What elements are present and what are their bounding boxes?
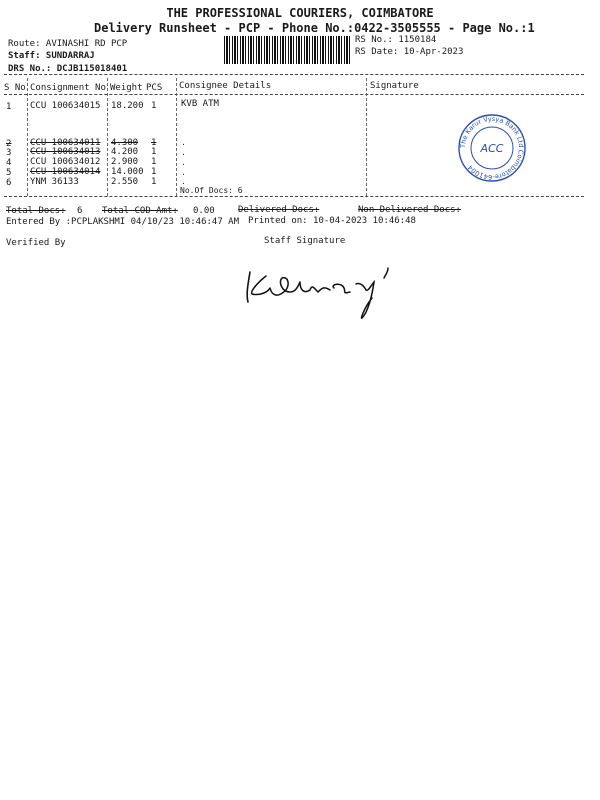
total-cod-label: Total COD Amt: [102,206,178,216]
printed-on: Printed on: 10-04-2023 10:46:48 [248,216,416,226]
row-3-weight: 4.200 [111,147,139,157]
row-5-pcs: 1 [151,167,157,177]
rs-date: RS Date: 10-Apr-2023 [355,47,464,57]
row-3-consignee: . [181,148,186,157]
col-sno: S No [4,83,26,93]
row-4-pcs: 1 [151,157,157,167]
row-2-consignment: CCU 100634011 [30,138,101,148]
bank-stamp [456,112,528,184]
row-4-weight: 2.900 [111,157,139,167]
barcode [224,36,350,64]
company-name: THE PROFESSIONAL COURIERS, COIMBATORE [166,6,434,20]
row-4-sno: 4 [6,158,12,168]
delivered-docs: Delivered Docs: [238,205,320,215]
divider-bottom [4,196,584,197]
rs-number: RS No.: 1150184 [355,35,437,45]
col-pcs: PCS [146,83,163,93]
row-6-sno: 6 [6,178,12,188]
col-sep-2 [107,78,108,196]
runsheet-title: Delivery Runsheet - PCP - Phone No.:0422-3505555 - Page No.:1 [94,21,535,35]
row-2-pcs: 1 [151,138,157,148]
handwritten-signature [238,262,408,324]
row-5-consignee: . [181,168,186,177]
row-5-sno: 5 [6,168,12,178]
col-signature: Signature [370,81,419,91]
total-docs-label: Total Docs: [6,206,66,216]
row-3-sno: 3 [6,148,12,158]
total-docs-value: 6 [77,206,83,216]
entered-by: Entered By :PCPLAKSHMI 04/10/23 10:46:47 AM [6,217,239,227]
col-sep-3 [176,78,177,196]
row-2-consignee: . [181,138,186,147]
col-sep-4 [366,78,367,196]
divider-header [4,94,584,95]
row-6-pcs: 1 [151,177,157,187]
col-consignee: Consignee Details [179,81,272,91]
staff-signature-label: Staff Signature [264,236,346,246]
row-6-consignment: YNM 36133 [30,177,79,187]
route-label: Route: AVINASHI RD PCP [8,39,128,49]
stamp-initials: ACC [480,142,504,155]
row-5-weight: 14.000 [111,167,144,177]
row-5-consignment: CCU 100634014 [30,167,101,177]
staff-label: Staff: SUNDARRAJ [8,51,95,61]
col-sep-1 [27,78,28,196]
total-cod-value: 0.00 [193,206,215,216]
no-of-docs: No.Of Docs: 6 [180,186,243,195]
row-6-weight: 2.550 [111,177,139,187]
row-3-consignment: CCU 100634013 [30,147,101,157]
row-1-sno: 1 [6,102,12,112]
row-2-weight: 4.300 [111,138,139,148]
stamp-text: The Karur Vysya Bank Ltd Coimbatore-641004 [458,114,526,182]
verified-by: Verified By [6,238,66,248]
col-consignment: Consignment No [30,83,106,93]
row-3-pcs: 1 [151,147,157,157]
drs-number: DRS No.: DCJB115018401 [8,64,128,74]
divider-top [4,74,584,75]
row-4-consignment: CCU 100634012 [30,157,101,167]
row-4-consignee: . [181,158,186,167]
row-1-pcs: 1 [151,101,157,111]
non-delivered-docs: Non Delivered Docs: [358,205,461,215]
row-1-consignee: KVB ATM [181,99,219,109]
row-1-consignment: CCU 100634015 [30,101,101,111]
row-6-consignee: . [181,177,186,186]
row-1-weight: 18.200 [111,101,144,111]
row-2-sno: 2 [6,139,12,149]
col-weight: Weight [110,83,143,93]
